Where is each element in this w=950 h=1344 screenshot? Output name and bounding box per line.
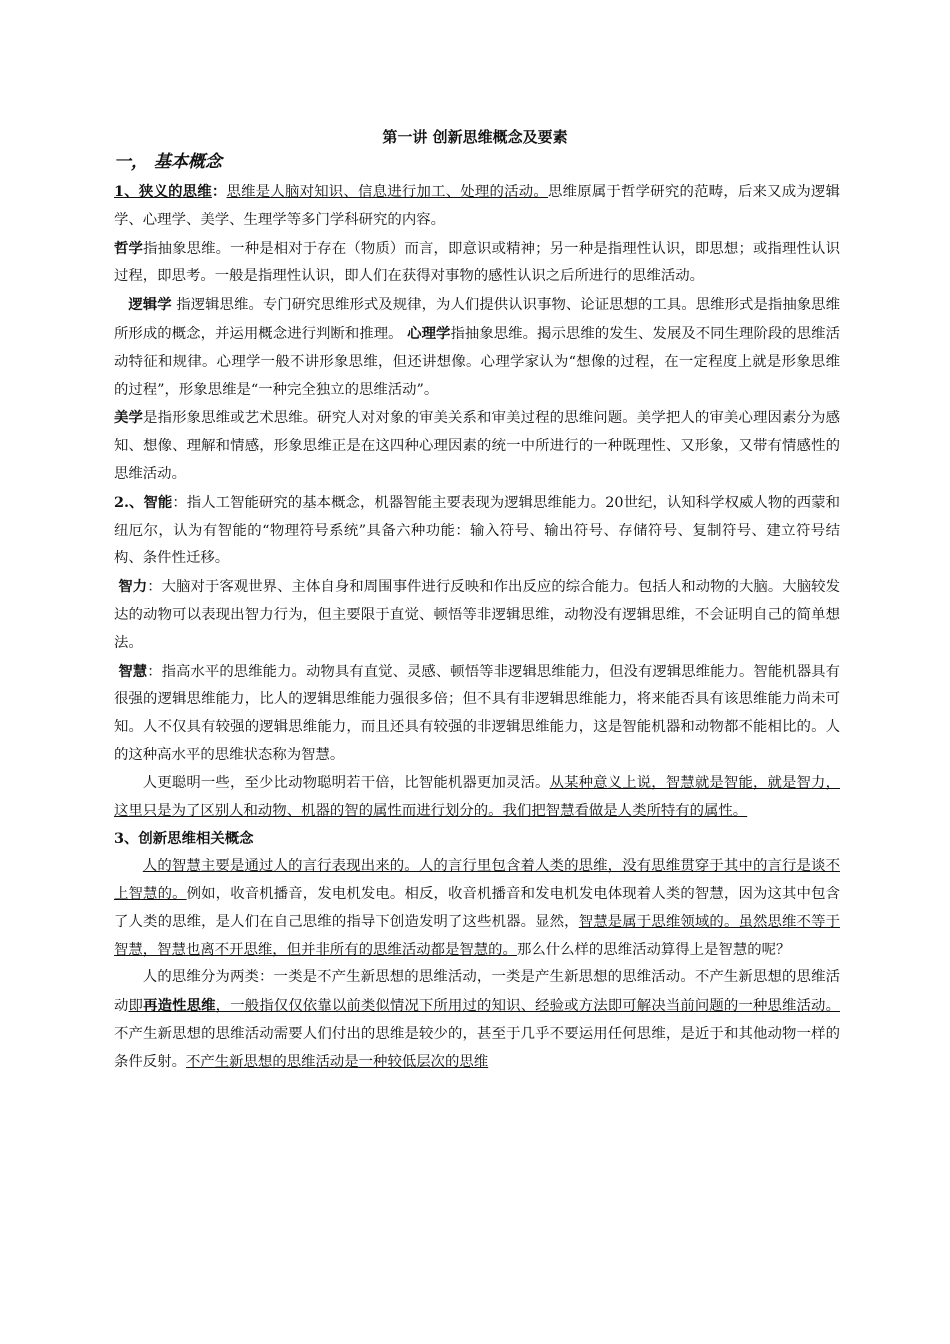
- paragraph-narrow-thinking: [114, 178, 840, 235]
- paragraph-text: 人更聪明一些，至少比动物聪明若干倍，比智能机器更加灵活。: [142, 774, 550, 791]
- paragraph-wisdom-expression: [114, 853, 840, 964]
- term-mental-ability: 智力: [118, 578, 148, 596]
- paragraph-logic-psychology: [114, 291, 840, 404]
- paragraph-intelligence: [114, 489, 840, 573]
- underlined-text: ，一般指仅仅依靠以前类似情况下所用过的知识、经验或方法即可解决当前问题的一种思维活动。: [215, 998, 840, 1015]
- paragraph-text: 人的思维分为两类：一类是不产生新思想的思维活动，一类是产生新思想的思维活动。不产生新思想的思维活动: [114, 969, 840, 1015]
- section-heading: 一， 基本概念: [114, 152, 222, 172]
- paragraph-mental-ability: [114, 573, 840, 657]
- paragraph-text: ：大脑对于客观世界、主体自身和周围事件进行反映和作出反应的综合能力。包括人和动物的大脑。大脑较发达的动物可以表现出智力行为，但主要限于直觉、顿悟等非逻辑思维，动物没有逻辑思维，不会证明自己的简单想法。: [114, 579, 840, 651]
- term-reproductive-thinking: 再造性思维: [143, 997, 216, 1015]
- paragraph-text: ：指高水平的思维能力。动物具有直觉、灵感、顿悟等非逻辑思维能力，但没有逻辑思维能力。智能机器具有很强的逻辑思维能力，比人的逻辑思维能力强很多倍；但不具有非逻辑思维能力，将来能否具有该思维能力尚未可知。人不仅具有较强的逻辑思维能力，而且还具有较强的非逻辑思维能力，这是智能机器和动物都不能相比的。人的这种高水平的思维状态称为智慧。: [114, 663, 840, 763]
- term-aesthetics: 美学: [114, 409, 144, 427]
- paragraph-text: 指抽象思维。一种是相对于存在（物质）而言，即意识或精神；另一种是指理性认识，即思想；或指理性认识过程，即思考。一般是指理性认识，即人们在获得对事物的感性认识之后所进行的思维活动。: [114, 240, 840, 285]
- term-intelligence: 2.、智能: [114, 493, 173, 511]
- paragraph-thinking-types: [114, 964, 840, 1076]
- term-logic: 逻辑学: [128, 296, 172, 314]
- document-body: [114, 178, 840, 1077]
- term-psychology: 心理学: [407, 324, 451, 342]
- term-philosophy: 哲学: [114, 239, 144, 257]
- definition-underlined: 思维是人脑对知识、信息进行加工、处理的活动。: [226, 184, 548, 200]
- paragraph-text: 思维原属于哲学研究的范畴，后来又成为逻辑学、心理学、美学、生理学等多门学科研究的内容。: [114, 184, 840, 228]
- term-narrow-thinking: 1、狭义的思维: [114, 183, 212, 200]
- paragraph-aesthetics: [114, 404, 840, 488]
- underlined-text: 即: [128, 998, 144, 1015]
- underlined-text: 不产生新思想的思维活动是一种较低层次的思维: [185, 1053, 489, 1070]
- underlined-text: 从某种意义上说，智慧就是智能，就是智力，这里只是为了区别人和动物、机器的智的属性而进行划分的。我们把智慧看做是人类所特有的属性。: [114, 774, 840, 819]
- separator: ：: [211, 183, 227, 200]
- paragraph-text: ：指人工智能研究的基本概念，机器智能主要表现为逻辑思维能力。20世纪，认知科学权威人物的西蒙和纽厄尔，认为有智能的“物理符号系统”具备六种功能：输入符号、输出符号、存储符号、复制符号、建立符号结构、条件性迁移。: [114, 494, 840, 567]
- paragraph-text: 指抽象思维。揭示思维的发生、发展及不同生理阶段的思维活动特征和规律。心理学一般不讲形象思维，但还讲想像。心理学家认为“想像的过程，在一定程度上就是形象思维的过程”，形象思维是“一种完全独立的思维活动”。: [114, 325, 840, 398]
- underlined-text: 人的智慧主要是通过人的言行表现出来的。人的言行里包含着人类的思维，没有思维贯穿于其中的言行是谈不上智慧的。: [114, 858, 840, 902]
- paragraph-text: 例如，收音机播音，发电机发电。相反，收音机播音和发电机发电体现着人类的智慧，因为这其中包含了人类的思维，是人们在自己思维的指导下创造发明了这些机器。显然，: [114, 885, 840, 930]
- document-title: 第一讲 创新思维概念及要素: [382, 128, 568, 146]
- paragraph-text: 是指形象思维或艺术思维。研究人对对象的审美关系和审美过程的思维问题。美学把人的审美心理因素分为感知、想像、理解和情感，形象思维正是在这四种心理因素的统一中所进行的一种既理性、又形象，又带有情感性的思维活动。: [114, 410, 840, 482]
- subheading-creative-thinking: 3、创新思维相关概念: [114, 830, 254, 848]
- paragraph-philosophy: [114, 235, 840, 292]
- paragraph-text: 不产生新思想的思维活动需要人们付出的思维是较少的，甚至于几乎不要运用任何思维，是近于和其他动物一样的条件反射。: [114, 1025, 840, 1070]
- paragraph-wisdom: [114, 658, 840, 770]
- term-wisdom: 智慧: [118, 662, 148, 680]
- paragraph-text: 指逻辑思维。专门研究思维形式及规律，为人们提供认识事物、论证思想的工具。思维形式是指抽象思维所形成的概念，并运用概念进行判断和推理。: [114, 297, 840, 342]
- paragraph-smarter: [114, 770, 840, 826]
- paragraph-text: 那么什么样的思维活动算得上是智慧的呢？: [516, 941, 791, 958]
- underlined-text: 智慧是属于思维领域的。虽然思维不等于智慧，智慧也离不开思维，但并非所有的思维活动都是智慧的。: [114, 913, 840, 958]
